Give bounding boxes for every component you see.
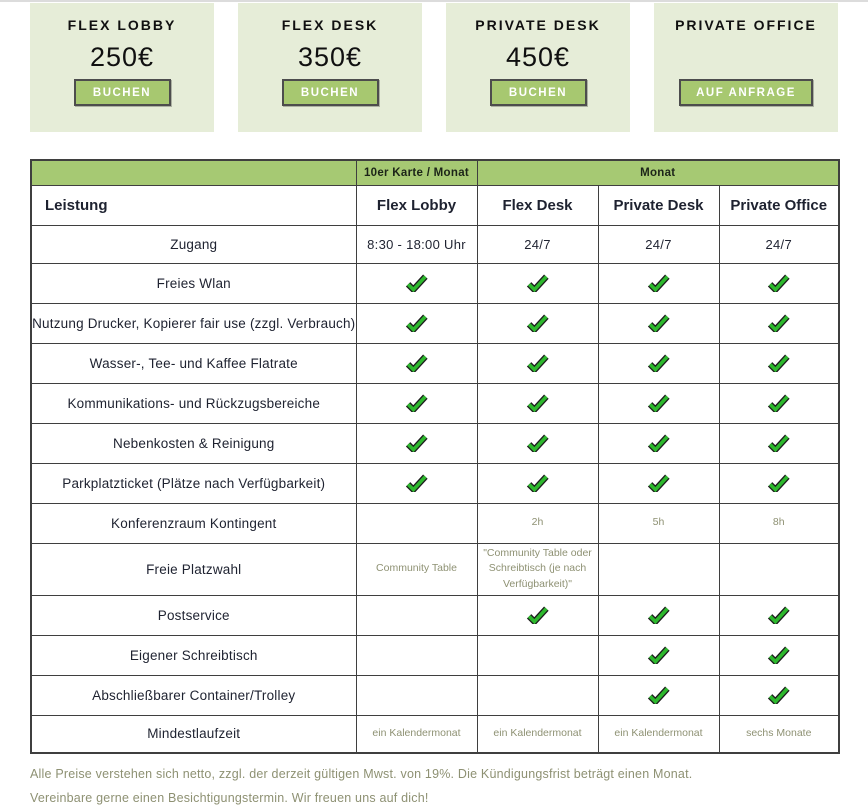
empty-cell bbox=[356, 675, 477, 715]
plan-price bbox=[654, 35, 838, 79]
feature-label: Freie Platzwahl bbox=[31, 543, 356, 595]
check-cell bbox=[598, 675, 719, 715]
value-cell: sechs Monate bbox=[719, 715, 839, 753]
check-cell bbox=[719, 675, 839, 715]
value-cell: ein Kalendermonat bbox=[356, 715, 477, 753]
check-icon bbox=[647, 274, 670, 292]
check-icon bbox=[767, 274, 790, 292]
book-button[interactable]: BUCHEN bbox=[74, 79, 171, 106]
plan-name: FLEX LOBBY bbox=[67, 17, 177, 33]
check-icon bbox=[647, 394, 670, 412]
empty-cell bbox=[477, 675, 598, 715]
pricing-card bbox=[654, 3, 838, 132]
check-icon bbox=[767, 474, 790, 492]
check-cell bbox=[356, 303, 477, 343]
table-row bbox=[31, 383, 839, 423]
book-button[interactable]: AUF ANFRAGE bbox=[679, 79, 813, 106]
check-cell bbox=[719, 595, 839, 635]
check-cell bbox=[598, 383, 719, 423]
check-cell bbox=[598, 303, 719, 343]
value-cell: 8:30 - 18:00 Uhr bbox=[356, 225, 477, 263]
check-cell bbox=[719, 343, 839, 383]
check-icon bbox=[526, 394, 549, 412]
table-row bbox=[31, 543, 839, 595]
check-icon bbox=[647, 474, 670, 492]
feature-comparison-table bbox=[30, 159, 840, 754]
check-cell bbox=[719, 383, 839, 423]
column-header-private-office: Private Office bbox=[719, 185, 839, 225]
empty-cell bbox=[356, 503, 477, 543]
table-row bbox=[31, 675, 839, 715]
empty-cell bbox=[356, 635, 477, 675]
check-icon bbox=[767, 686, 790, 704]
check-cell bbox=[477, 595, 598, 635]
feature-label: Eigener Schreibtisch bbox=[31, 635, 356, 675]
check-cell bbox=[477, 423, 598, 463]
value-cell: "Community Table oder Schreibtisch (je nach Verfügbarkeit)" bbox=[477, 543, 598, 595]
check-cell bbox=[598, 463, 719, 503]
table-row bbox=[31, 343, 839, 383]
check-cell bbox=[477, 343, 598, 383]
check-cell bbox=[477, 303, 598, 343]
check-icon bbox=[767, 394, 790, 412]
value-cell: 5h bbox=[598, 503, 719, 543]
check-cell bbox=[719, 303, 839, 343]
check-icon bbox=[405, 274, 428, 292]
column-header-row bbox=[31, 185, 839, 225]
check-cell bbox=[598, 423, 719, 463]
table-row bbox=[31, 423, 839, 463]
check-cell bbox=[719, 423, 839, 463]
check-cell bbox=[356, 463, 477, 503]
check-cell bbox=[719, 635, 839, 675]
table-row bbox=[31, 635, 839, 675]
check-cell bbox=[598, 263, 719, 303]
value-cell: Community Table bbox=[356, 543, 477, 595]
check-icon bbox=[405, 394, 428, 412]
check-icon bbox=[767, 646, 790, 664]
table-row bbox=[31, 463, 839, 503]
pricing-card bbox=[446, 3, 630, 132]
check-cell bbox=[356, 343, 477, 383]
feature-label: Postservice bbox=[31, 595, 356, 635]
check-cell bbox=[356, 383, 477, 423]
empty-cell bbox=[598, 543, 719, 595]
empty-cell bbox=[477, 635, 598, 675]
value-cell: 24/7 bbox=[719, 225, 839, 263]
plan-name: FLEX DESK bbox=[281, 17, 379, 33]
check-icon bbox=[647, 314, 670, 332]
feature-table-body bbox=[31, 225, 839, 753]
check-icon bbox=[526, 434, 549, 452]
feature-label: Parkplatzticket (Plätze nach Verfügbarkeit) bbox=[31, 463, 356, 503]
feature-label: Kommunikations- und Rückzugsbereiche bbox=[31, 383, 356, 423]
book-button[interactable]: BUCHEN bbox=[282, 79, 379, 106]
value-cell: ein Kalendermonat bbox=[598, 715, 719, 753]
check-icon bbox=[767, 314, 790, 332]
check-cell bbox=[477, 263, 598, 303]
value-cell: 24/7 bbox=[598, 225, 719, 263]
pricing-card bbox=[30, 3, 214, 132]
check-cell bbox=[356, 263, 477, 303]
table-row bbox=[31, 503, 839, 543]
column-header-private-desk: Private Desk bbox=[598, 185, 719, 225]
check-icon bbox=[526, 354, 549, 372]
check-cell bbox=[477, 463, 598, 503]
check-icon bbox=[647, 686, 670, 704]
check-icon bbox=[767, 434, 790, 452]
plan-name: PRIVATE OFFICE bbox=[675, 17, 817, 33]
column-header-flex-desk: Flex Desk bbox=[477, 185, 598, 225]
check-icon bbox=[405, 474, 428, 492]
check-icon bbox=[405, 434, 428, 452]
check-icon bbox=[405, 314, 428, 332]
check-icon bbox=[405, 354, 428, 372]
check-icon bbox=[526, 274, 549, 292]
column-header-leistung: Leistung bbox=[31, 185, 356, 225]
footer-note-pricing: Alle Preise verstehen sich netto, zzgl. der derzeit gültigen Mwst. von 19%. Die Kündigungsfrist beträgt einen Monat. bbox=[30, 767, 693, 781]
check-icon bbox=[647, 434, 670, 452]
check-icon bbox=[647, 646, 670, 664]
check-icon bbox=[767, 354, 790, 372]
footer-notes bbox=[30, 767, 838, 805]
group-header-10er-karte: 10er Karte / Monat bbox=[356, 160, 477, 185]
empty-cell bbox=[356, 595, 477, 635]
check-cell bbox=[598, 635, 719, 675]
feature-label: Wasser-, Tee- und Kaffee Flatrate bbox=[31, 343, 356, 383]
table-row bbox=[31, 225, 839, 263]
pricing-cards bbox=[30, 3, 838, 132]
check-icon bbox=[526, 474, 549, 492]
feature-label: Abschließbarer Container/Trolley bbox=[31, 675, 356, 715]
feature-label: Nebenkosten & Reinigung bbox=[31, 423, 356, 463]
check-icon bbox=[647, 354, 670, 372]
check-cell bbox=[598, 343, 719, 383]
check-icon bbox=[647, 606, 670, 624]
plan-price: 250€ bbox=[89, 42, 155, 72]
check-cell bbox=[598, 595, 719, 635]
check-cell bbox=[719, 263, 839, 303]
plan-price: 350€ bbox=[297, 42, 363, 72]
check-cell bbox=[477, 383, 598, 423]
table-row bbox=[31, 303, 839, 343]
check-icon bbox=[767, 606, 790, 624]
plan-price: 450€ bbox=[505, 42, 571, 72]
feature-label: Konferenzraum Kontingent bbox=[31, 503, 356, 543]
table-row bbox=[31, 595, 839, 635]
empty-cell bbox=[719, 543, 839, 595]
table-row bbox=[31, 715, 839, 753]
group-header-empty bbox=[31, 160, 356, 185]
group-header-row bbox=[31, 160, 839, 185]
group-header-monat: Monat bbox=[477, 160, 839, 185]
pricing-card bbox=[238, 3, 422, 132]
check-icon bbox=[526, 314, 549, 332]
value-cell: 24/7 bbox=[477, 225, 598, 263]
check-cell bbox=[719, 463, 839, 503]
feature-label: Zugang bbox=[31, 225, 356, 263]
feature-label: Nutzung Drucker, Kopierer fair use (zzgl. Verbrauch) bbox=[31, 303, 356, 343]
table-row bbox=[31, 263, 839, 303]
value-cell: ein Kalendermonat bbox=[477, 715, 598, 753]
plan-name: PRIVATE DESK bbox=[475, 17, 601, 33]
feature-label: Freies Wlan bbox=[31, 263, 356, 303]
value-cell: 8h bbox=[719, 503, 839, 543]
column-header-flex-lobby: Flex Lobby bbox=[356, 185, 477, 225]
check-icon bbox=[526, 606, 549, 624]
book-button[interactable]: BUCHEN bbox=[490, 79, 587, 106]
value-cell: 2h bbox=[477, 503, 598, 543]
page-top-divider bbox=[0, 0, 868, 2]
check-cell bbox=[356, 423, 477, 463]
footer-note-visit: Vereinbare gerne einen Besichtigungstermin. Wir freuen uns auf dich! bbox=[30, 791, 429, 805]
feature-label: Mindestlaufzeit bbox=[31, 715, 356, 753]
